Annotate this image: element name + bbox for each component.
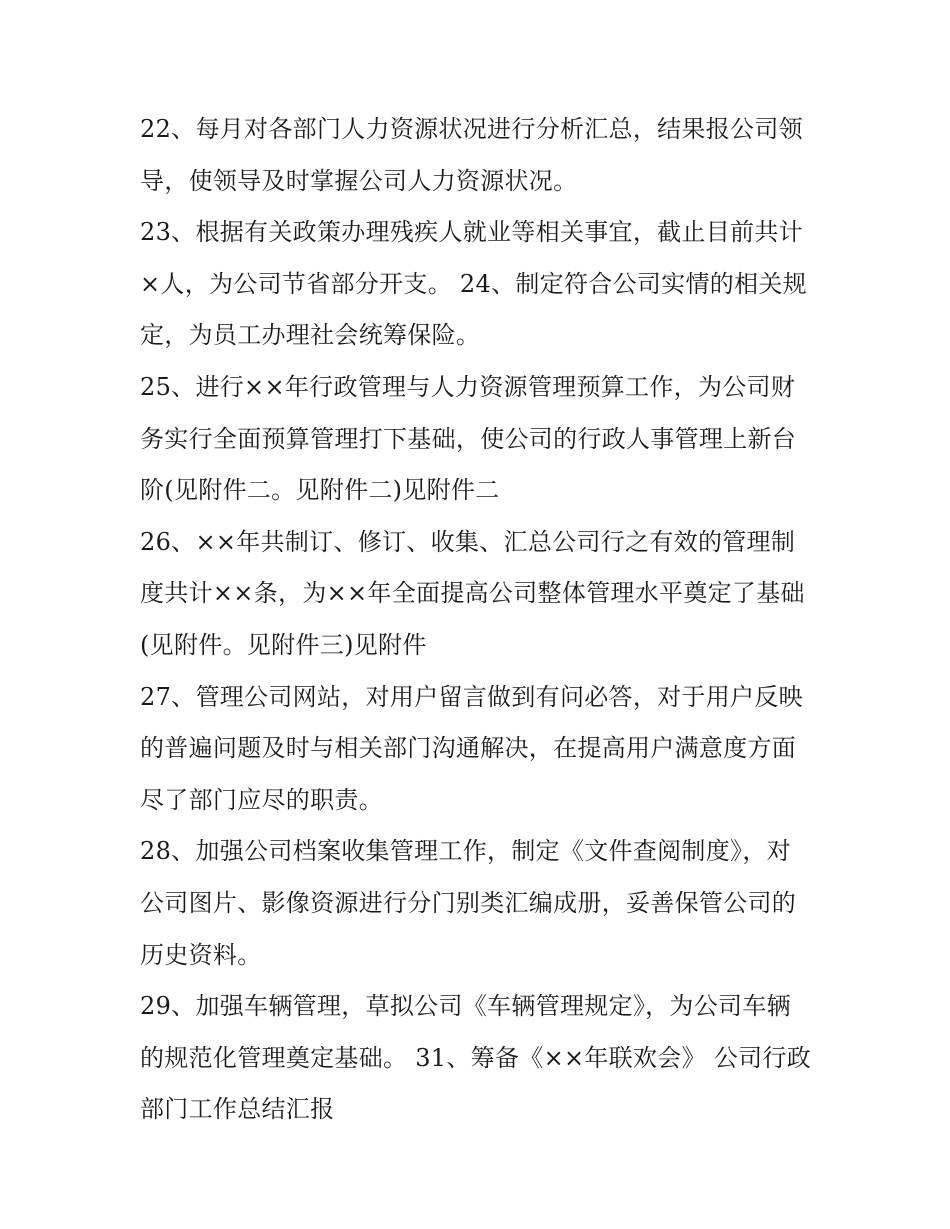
- text-line: 务实行全面预算管理打下基础，使公司的行政人事管理上新台: [140, 424, 797, 453]
- text-line: 部门工作总结汇报: [140, 1095, 335, 1124]
- text-line: 27、管理公司网站，对用户留言做到有问必答，对于用户反映: [140, 682, 803, 711]
- text-line: 公司图片、影像资源进行分门别类汇编成册，妥善保管公司的: [140, 888, 797, 917]
- text-line: 的规范化管理奠定基础。 31、筹备《××年联欢会》 公司行政: [140, 1043, 812, 1072]
- text-line: 导，使领导及时掌握公司人力资源状况。: [140, 166, 578, 195]
- text-line: 28、加强公司档案收集管理工作，制定《文件查阅制度》，对: [140, 837, 791, 866]
- text-line: 定，为员工办理社会统筹保险。: [140, 321, 481, 350]
- text-line: 度共计××条，为××年全面提高公司整体管理水平奠定了基础: [140, 579, 805, 608]
- document-body: [140, 104, 820, 1136]
- text-line: 22、每月对各部门人力资源状况进行分析汇总，结果报公司领: [140, 115, 803, 143]
- text-line: 29、加强车辆管理，草拟公司《车辆管理规定》，为公司车辆: [140, 992, 791, 1021]
- text-line: 23、根据有关政策办理残疾人就业等相关事宜，截止目前共计: [140, 218, 803, 247]
- text-line: 尽了部门应尽的职责。: [140, 785, 383, 814]
- text-line: 的普遍问题及时与相关部门沟通解决，在提高用户满意度方面: [140, 734, 797, 763]
- text-line: (见附件。见附件三)见附件: [140, 630, 427, 659]
- text-line: ×人，为公司节省部分开支。 24、制定符合公司实情的相关规: [140, 269, 807, 298]
- text-line: 26、××年共制订、修订、收集、汇总公司行之有效的管理制: [140, 527, 796, 556]
- text-line: 历史资料。: [140, 940, 262, 969]
- text-line: 25、进行××年行政管理与人力资源管理预算工作，为公司财: [140, 372, 796, 401]
- text-line: 阶(见附件二。见附件二)见附件二: [140, 476, 500, 505]
